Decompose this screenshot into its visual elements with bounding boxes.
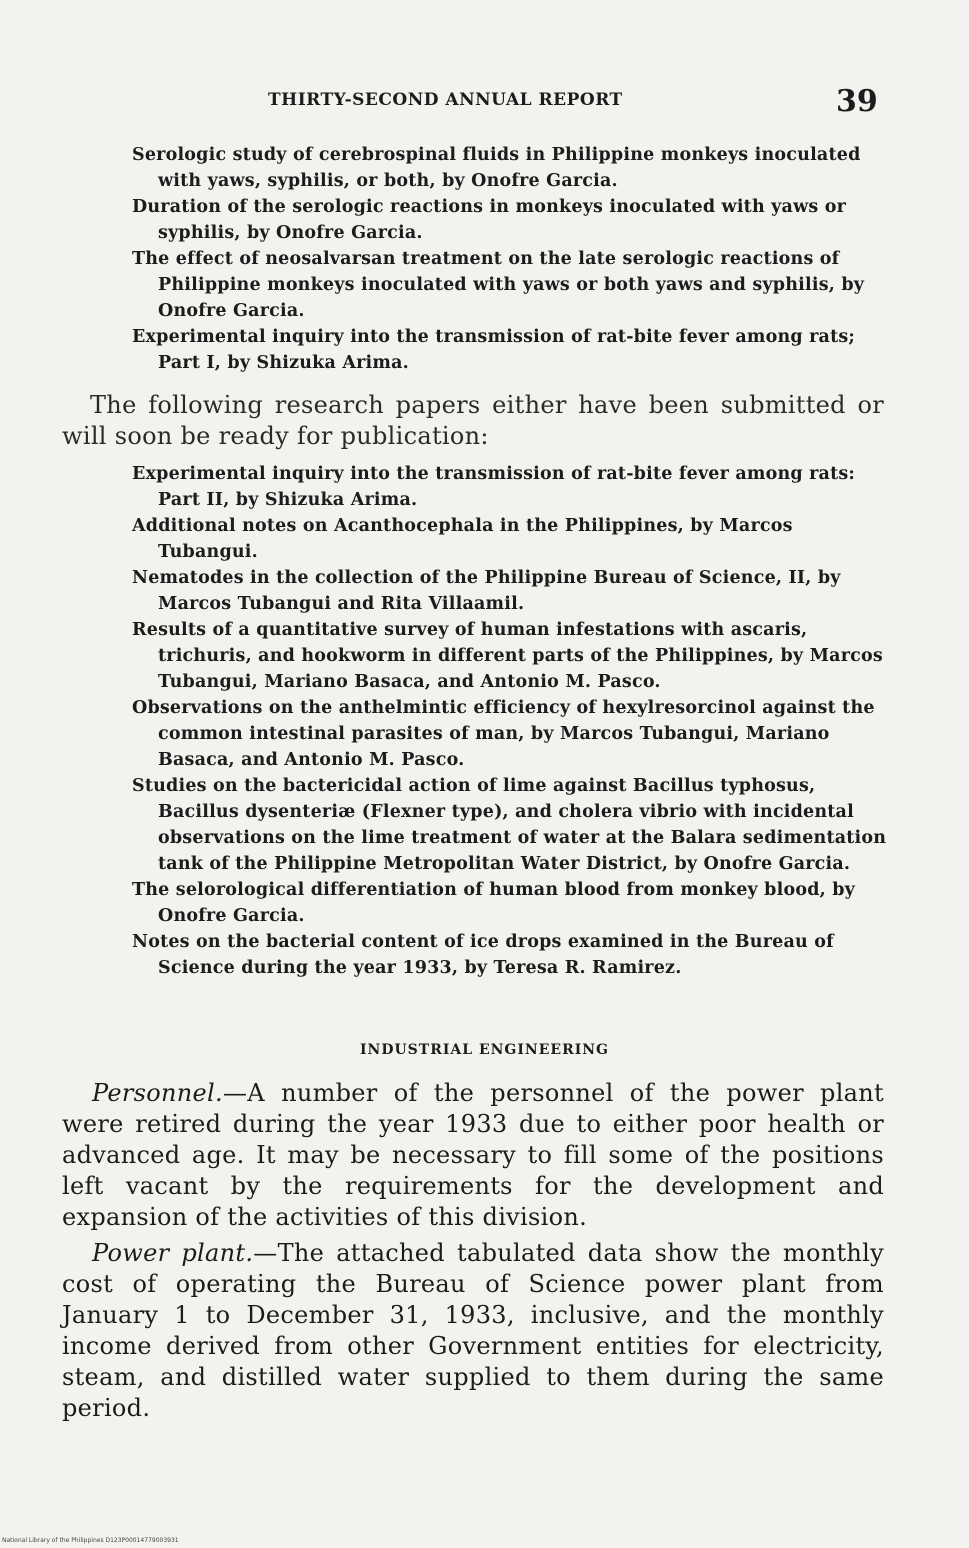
list-item: Results of a quantitative survey of human infestations with ascaris, trichuris, and hookworm in different parts of the Philippines, by Marcos Tubangui, Mariano Basaca, and Antonio M. Pasco. <box>132 620 883 692</box>
scan-footer: National Library of the Philippines D123P00014779003931 <box>2 1537 179 1544</box>
list-item: The selorological differentiation of human blood from monkey blood, by Onofre Garcia. <box>132 880 856 926</box>
list-item: Notes on the bacterial content of ice drops examined in the Bureau of Science during the year 1933, by Teresa R. Ramirez. <box>132 932 834 978</box>
page-header <box>0 84 969 124</box>
list-item: Experimental inquiry into the transmission of rat-bite fever among rats; Part I, by Shizuka Arima. <box>132 327 856 373</box>
running-title: THIRTY-SECOND ANNUAL REPORT <box>268 90 623 110</box>
published-papers-list <box>132 142 892 376</box>
page-number: 39 <box>836 84 878 119</box>
section-heading: INDUSTRIAL ENGINEERING <box>359 1042 610 1058</box>
personnel-paragraph <box>62 1078 884 1233</box>
list-item: Duration of the serologic reactions in monkeys inoculated with yaws or syphilis, by Onofre Garcia. <box>132 197 846 243</box>
list-item: The effect of neosalvarsan treatment on the late serologic reactions of Philippine monkeys inoculated with yaws or both yaws and syphilis, by Onofre Garcia. <box>132 249 865 321</box>
list-item: Studies on the bactericidal action of lime against Bacillus typhosus, Bacillus dysenteriæ (Flexner type), and cholera vibrio with incidental observations on the lime treatment of water at the Balara sedimentation tank of the Philippine Metropolitan Water District, by Onofre Garcia. <box>132 776 887 874</box>
list-item: Nematodes in the collection of the Philippine Bureau of Science, II, by Marcos Tubangui and Rita Villaamil. <box>132 568 841 614</box>
personnel-text: —A number of the personnel of the power plant were retired during the year 1933 due to either poor health or advanced age. It may be necessary to fill some of the positions left vacant by the requirements for the development and expansion of the activities of this division. <box>62 1079 884 1231</box>
list-item: Additional notes on Acanthocephala in the Philippines, by Marcos Tubangui. <box>132 516 793 562</box>
forthcoming-papers-list <box>132 461 892 981</box>
list-item: Serologic study of cerebrospinal fluids in Philippine monkeys inoculated with yaws, syphilis, or both, by Onofre Garcia. <box>132 145 861 191</box>
power-plant-runin-heading: Power plant. <box>92 1239 254 1267</box>
list-item: Experimental inquiry into the transmission of rat-bite fever among rats: Part II, by Shizuka Arima. <box>132 464 856 510</box>
personnel-runin-heading: Personnel. <box>92 1079 223 1107</box>
list-item: Observations on the anthelmintic efficiency of hexylresorcinol against the common intestinal parasites of man, by Marcos Tubangui, Mariano Basaca, and Antonio M. Pasco. <box>132 698 875 770</box>
power-plant-text: —The attached tabulated data show the monthly cost of operating the Bureau of Science power plant from January 1 to December 31, 1933, inclusive, and the monthly income derived from other Government entities for electricity, steam, and distilled water supplied to them during the same period. <box>62 1239 884 1422</box>
power-plant-paragraph <box>62 1238 884 1424</box>
intro-paragraph: The following research papers either have been submitted or will soon be ready for publication: <box>62 391 884 450</box>
